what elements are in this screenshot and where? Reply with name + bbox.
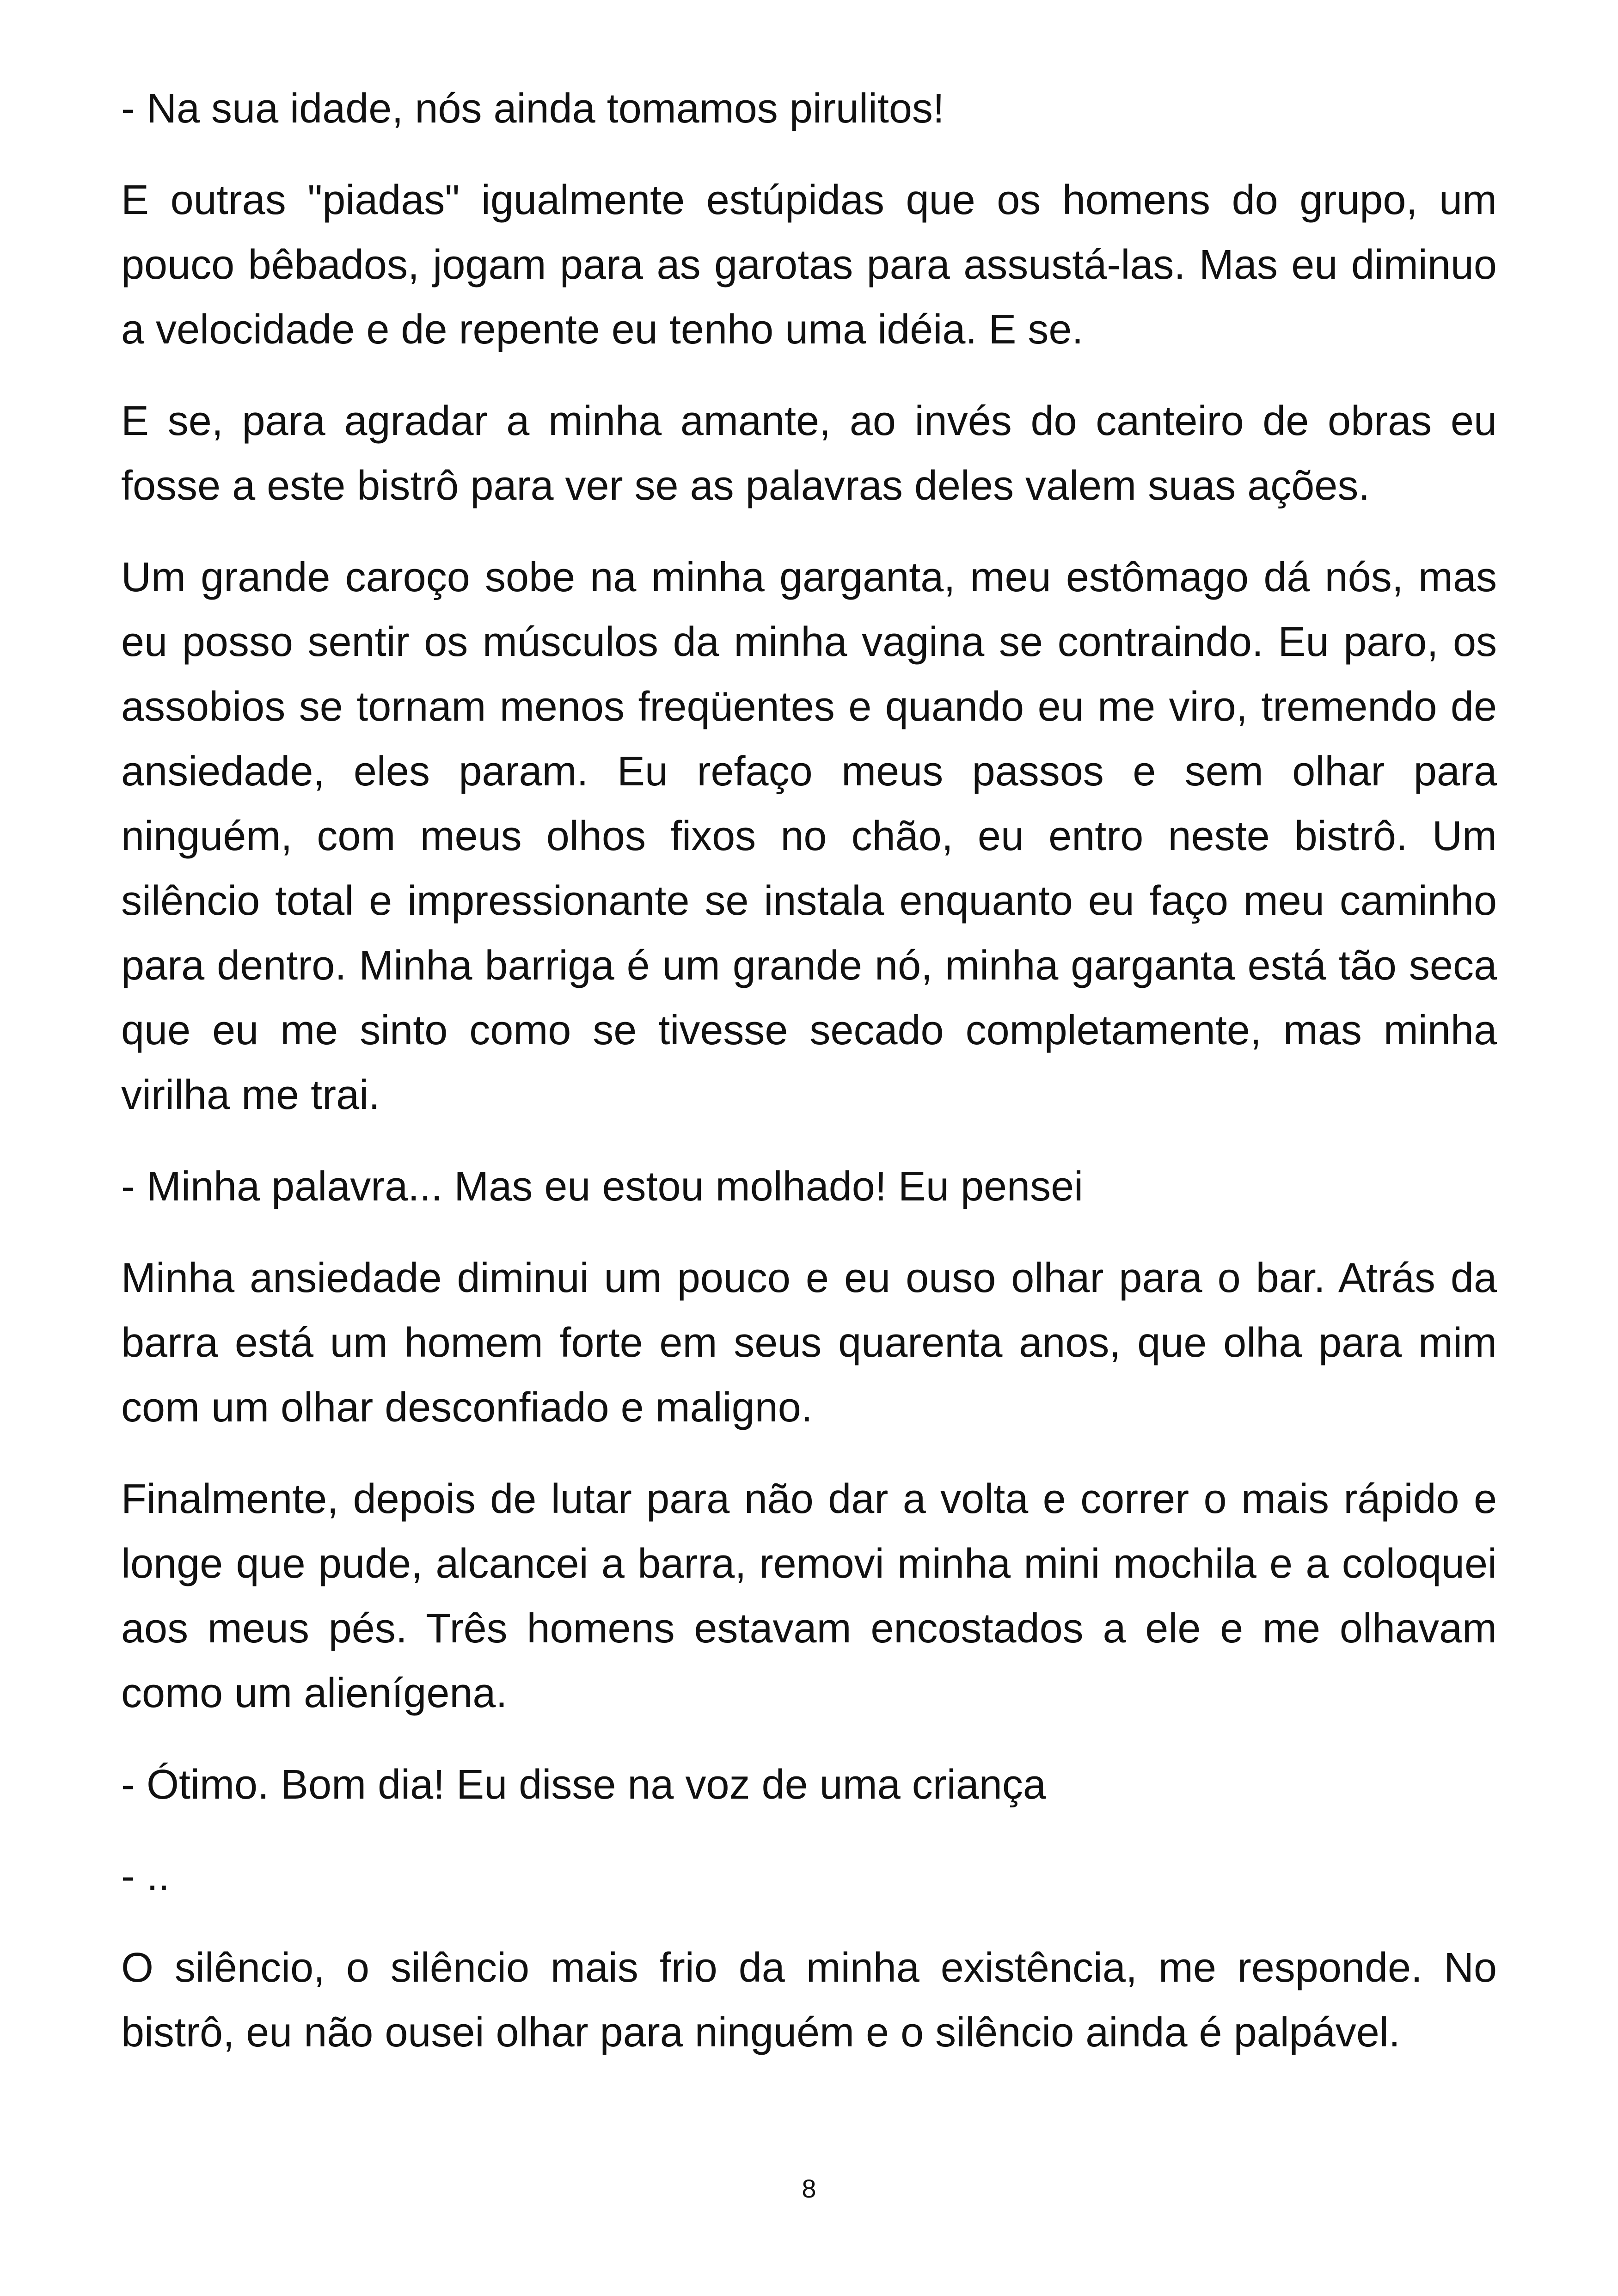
paragraph-reaching-bar: Finalmente, depois de lutar para não dar a volta e correr o mais rápido e longe que pude, alcancei a barra, removi minha mini mochila e a coloquei aos meus pés. Três homens estavam encostados a ele e me olhavam como um alienígena. <box>121 1476 1497 1716</box>
paragraph-entering-bistro: Um grande caroço sobe na minha garganta, meu estômago dá nós, mas eu posso sentir os músculos da minha vagina se contraindo. Eu paro, os assobios se tornam menos freqüentes e quando eu me viro, tremendo de ansiedade, eles param. Eu refaço meus passos e sem olhar para ninguém, com meus olhos fixos no chão, eu entro neste bistrô. Um silêncio total e impressionante se instala enquanto eu faço meu caminho para dentro. Minha barriga é um grande nó, minha garganta está tão seca que eu me sinto como se tivesse secado completamente, mas minha virilha me trai. <box>121 554 1497 1118</box>
paragraph-dialogue-lollipops: - Na sua idade, nós ainda tomamos pirulitos! <box>121 86 944 132</box>
paragraph-jokes: E outras "piadas" igualmente estúpidas que os homens do grupo, um pouco bêbados, jogam para as garotas para assustá-las. Mas eu diminuo a velocidade e de repente eu tenho uma idéia. E se. <box>121 177 1497 353</box>
paragraph-bistro-idea: E se, para agradar a minha amante, ao invés do canteiro de obras eu fosse a este bistrô para ver se as palavras deles valem suas ações. <box>121 398 1497 509</box>
paragraph-dialogue-silence: - .. <box>121 1853 170 1899</box>
paragraph-dialogue-greeting: - Ótimo. Bom dia! Eu disse na voz de uma criança <box>121 1762 1046 1808</box>
body-text <box>121 76 1497 2092</box>
paragraph-dialogue-thought: - Minha palavra... Mas eu estou molhado! Eu pensei <box>121 1163 1084 1210</box>
paragraph-cold-silence: O silêncio, o silêncio mais frio da minha existência, me responde. No bistrô, eu não ousei olhar para ninguém e o silêncio ainda é palpável. <box>121 1945 1497 2056</box>
paragraph-bartender: Minha ansiedade diminui um pouco e eu ouso olhar para o bar. Atrás da barra está um homem forte em seus quarenta anos, que olha para mim com um olhar desconfiado e maligno. <box>121 1255 1497 1431</box>
page-number: 8 <box>802 2174 816 2203</box>
